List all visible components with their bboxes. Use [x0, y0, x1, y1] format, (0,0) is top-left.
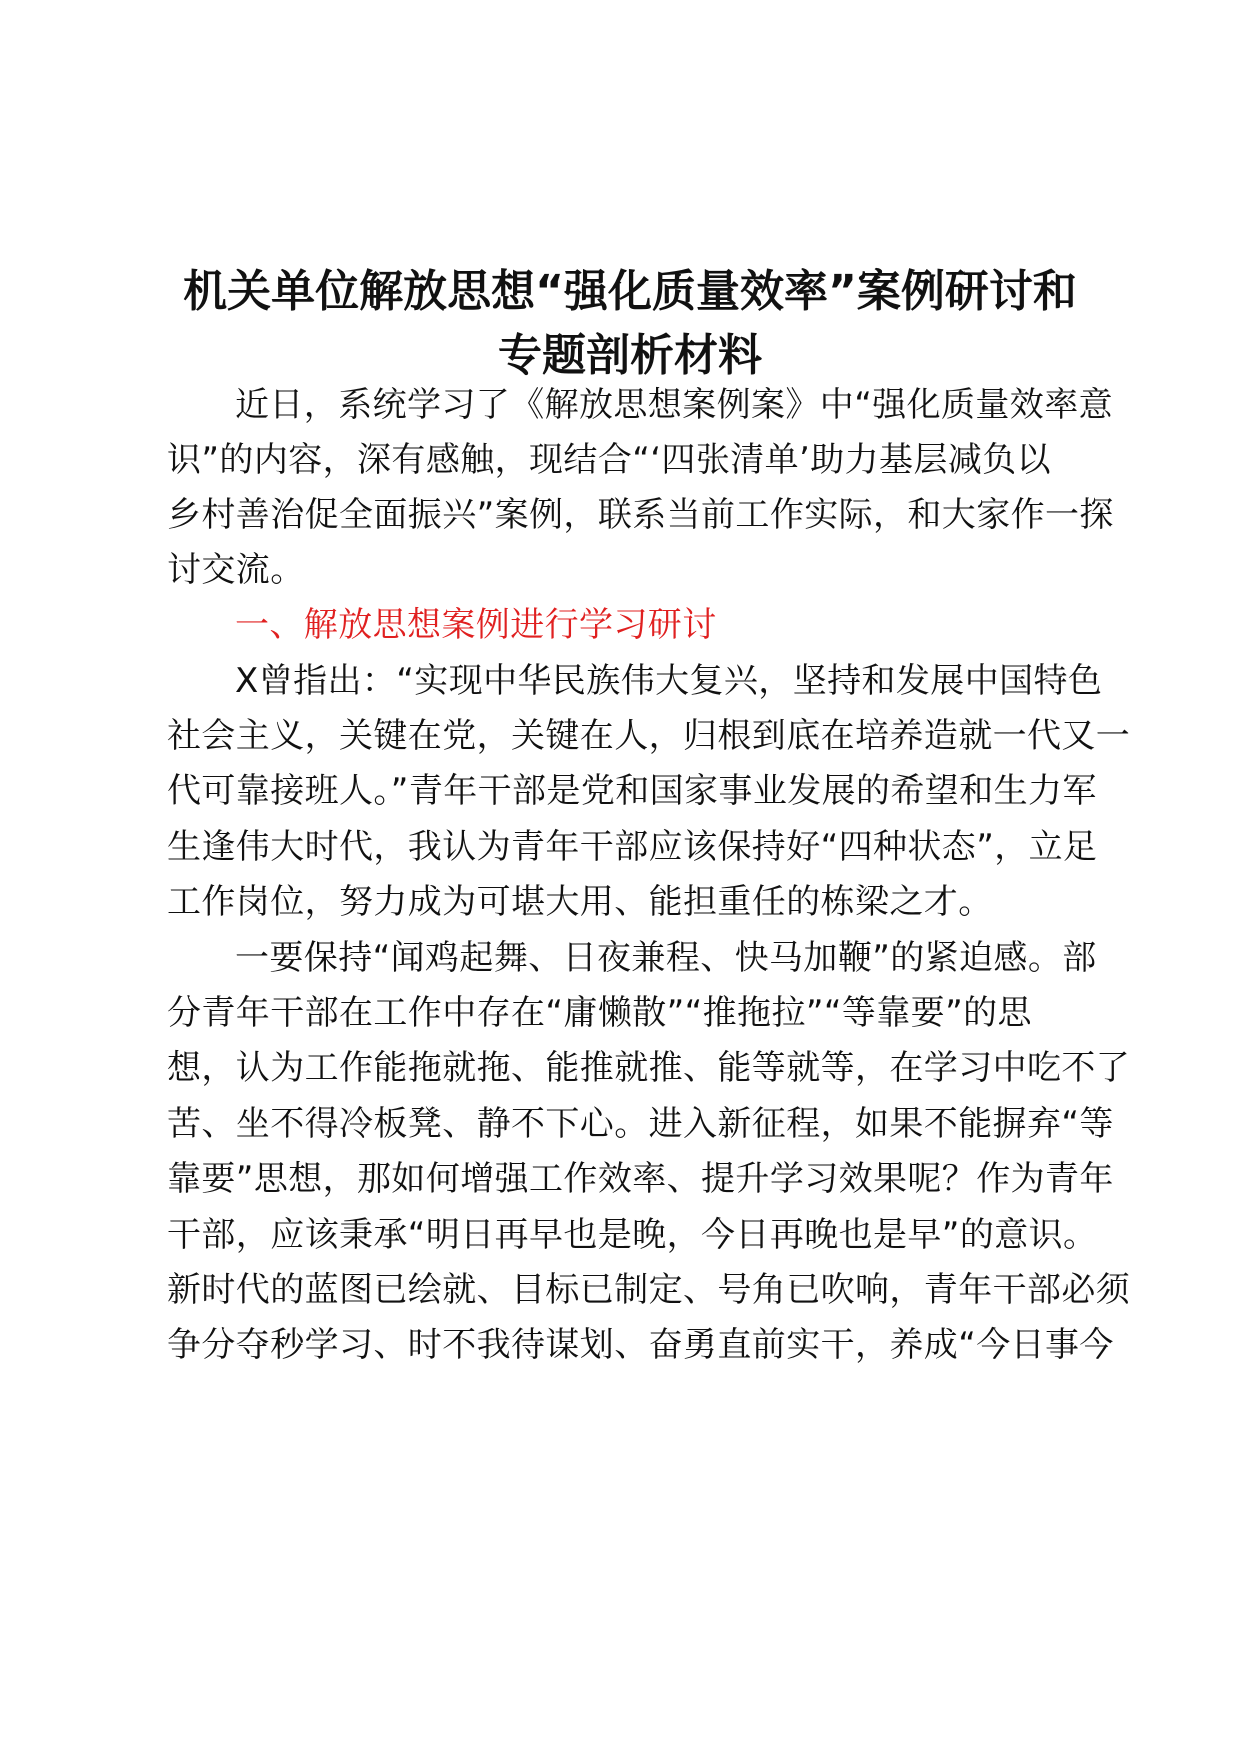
paragraph-line: 新时代的蓝图已绘就、目标已制定、号角已吹响，青年干部必须: [167, 1270, 1131, 1310]
document-title-line-1: 机关单位解放思想“强化质量效率”案例研讨和: [183, 266, 1077, 317]
paragraph-line: 近日，系统学习了《解放思想案例案》中“强化质量效率意: [235, 385, 1114, 425]
paragraph-line: 生逢伟大时代，我认为青年干部应该保持好“四种状态”，立足: [167, 827, 1098, 867]
section-heading: 一、解放思想案例进行学习研讨: [235, 605, 717, 645]
paragraph-line: 代可靠接班人。”青年干部是党和国家事业发展的希望和生力军: [167, 771, 1097, 811]
paragraph-line: 工作岗位，努力成为可堪大用、能担重任的栋梁之才。: [167, 882, 993, 922]
paragraph-line: 分青年干部在工作中存在“庸懒散”“推拖拉”“等靠要”的思: [167, 993, 1032, 1033]
paragraph-line: 想，认为工作能拖就拖、能推就推、能等就等，在学习中吃不了: [167, 1048, 1131, 1088]
paragraph-line: 苦、坐不得冷板凳、静不下心。进入新征程，如果不能摒弃“等: [167, 1104, 1114, 1144]
document-title-line-2: 专题剖析材料: [498, 330, 762, 381]
paragraph-line: 干部，应该秉承“明日再早也是晚，今日再晚也是早”的意识。: [167, 1215, 1098, 1255]
paragraph-line: 识”的内容，深有感触，现结合“‘四张清单’助力基层减负以: [167, 440, 1052, 480]
paragraph-line: 一要保持“闻鸡起舞、日夜兼程、快马加鞭”的紧迫感。部: [235, 938, 1097, 978]
paragraph-line: 靠要”思想，那如何增强工作效率、提升学习效果呢？作为青年: [167, 1159, 1114, 1199]
paragraph-line: 争分夺秒学习、时不我待谋划、奋勇直前实干，养成“今日事今: [167, 1325, 1114, 1365]
paragraph-line: X曾指出：“实现中华民族伟大复兴，坚持和发展中国特色: [235, 661, 1103, 701]
paragraph-line: 乡村善治促全面振兴”案例，联系当前工作实际，和大家作一探: [167, 495, 1114, 535]
paragraph-line: 社会主义，关键在党，关键在人，归根到底在培养造就一代又一: [167, 716, 1131, 756]
paragraph-line: 讨交流。: [167, 550, 305, 590]
